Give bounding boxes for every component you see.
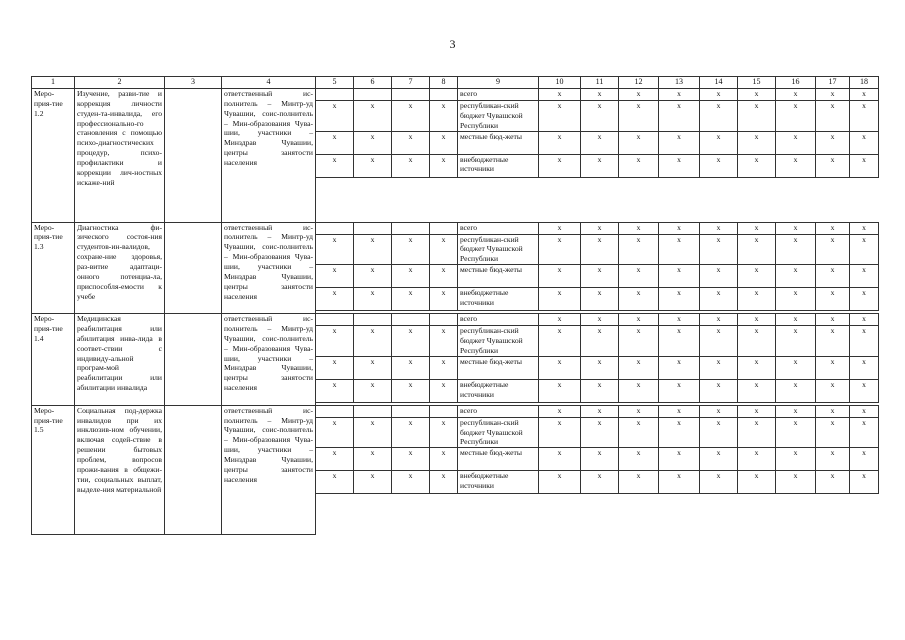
mark-cell: x	[776, 326, 816, 357]
mark-cell: x	[776, 417, 816, 448]
mark-cell	[392, 405, 430, 417]
col-header-14: 14	[700, 77, 738, 89]
mark-cell: x	[659, 448, 700, 471]
col-header-12: 12	[619, 77, 659, 89]
mark-cell: x	[581, 222, 619, 234]
mark-cell: x	[581, 356, 619, 379]
mark-cell: x	[816, 288, 850, 311]
fund-source: республикан-ский бюджет Чувашской Республики	[458, 234, 539, 265]
mark-cell: x	[738, 326, 776, 357]
fund-source: местные бюд-жеты	[458, 448, 539, 471]
mark-cell: x	[816, 101, 850, 132]
col-header-9: 9	[458, 77, 539, 89]
mark-cell: x	[581, 89, 619, 101]
mark-cell: x	[738, 314, 776, 326]
mark-cell	[354, 222, 392, 234]
mark-cell: x	[430, 131, 458, 154]
col-header-18: 18	[850, 77, 879, 89]
mark-cell: x	[816, 89, 850, 101]
mark-cell: x	[619, 417, 659, 448]
mark-cell: x	[619, 222, 659, 234]
mark-cell: x	[354, 101, 392, 132]
col-header-11: 11	[581, 77, 619, 89]
mark-cell	[392, 222, 430, 234]
mark-cell: x	[738, 356, 776, 379]
col-header-2: 2	[75, 77, 165, 89]
mark-cell: x	[776, 222, 816, 234]
mark-cell: x	[539, 326, 581, 357]
mark-cell: x	[659, 314, 700, 326]
mark-cell: x	[816, 265, 850, 288]
mark-cell	[316, 314, 354, 326]
mark-cell: x	[738, 101, 776, 132]
mark-cell: x	[659, 405, 700, 417]
empty-cell	[165, 222, 222, 314]
page-number: 3	[449, 37, 456, 51]
mark-cell: x	[430, 379, 458, 402]
mark-cell: x	[581, 379, 619, 402]
col-header-17: 17	[816, 77, 850, 89]
fund-source: внебюджетные источники	[458, 154, 539, 177]
mark-cell: x	[539, 131, 581, 154]
mark-cell: x	[659, 154, 700, 177]
activity-description: Социальная под-держка инвалидов при их инклюзив-ном обучении, включая содей-ствие в решении бытовых проблем, вопросов прожи-вания в общежи-тии, социальных выплат, выделе-ния материальной	[75, 405, 165, 534]
mark-cell: x	[539, 154, 581, 177]
spacer-cell	[316, 177, 879, 222]
mark-cell: x	[738, 234, 776, 265]
mark-cell: x	[392, 471, 430, 494]
mark-cell: x	[316, 471, 354, 494]
mark-cell: x	[816, 326, 850, 357]
fund-source: местные бюд-жеты	[458, 356, 539, 379]
mark-cell: x	[700, 471, 738, 494]
activity-description: Изучение, разви-тие и коррекция личности студен-та-инвалида, его профессионально-го становления с помощью психо-диагностических процедур, психо-профилактики и коррекции лич-ностных искаже-ний	[75, 89, 165, 223]
col-header-1: 1	[32, 77, 75, 89]
col-header-3: 3	[165, 77, 222, 89]
mark-cell: x	[738, 222, 776, 234]
mark-cell: x	[700, 154, 738, 177]
col-header-5: 5	[316, 77, 354, 89]
mark-cell: x	[816, 448, 850, 471]
mark-cell: x	[850, 314, 879, 326]
mark-cell: x	[850, 288, 879, 311]
mark-cell: x	[539, 448, 581, 471]
mark-cell: x	[316, 417, 354, 448]
col-header-10: 10	[539, 77, 581, 89]
mark-cell: x	[659, 131, 700, 154]
mark-cell: x	[700, 131, 738, 154]
executor-cell: ответственный ис-полнитель – Минтр-уд Чувашии, соис-полнитель – Мин-образования Чува-шии, участники – Минздрав Чувашии, центры занятости населения	[222, 222, 316, 314]
table-row	[32, 222, 879, 234]
mark-cell: x	[738, 448, 776, 471]
mark-cell: x	[850, 405, 879, 417]
mark-cell: x	[392, 356, 430, 379]
mark-cell: x	[738, 405, 776, 417]
mark-cell: x	[619, 89, 659, 101]
mark-cell: x	[581, 417, 619, 448]
mark-cell: x	[850, 234, 879, 265]
mark-cell: x	[700, 326, 738, 357]
fund-source: республикан-ский бюджет Чувашской Республики	[458, 101, 539, 132]
mark-cell: x	[430, 101, 458, 132]
mark-cell: x	[850, 471, 879, 494]
mark-cell: x	[816, 234, 850, 265]
mark-cell: x	[581, 288, 619, 311]
mark-cell: x	[850, 131, 879, 154]
mark-cell: x	[816, 405, 850, 417]
mark-cell: x	[738, 89, 776, 101]
mark-cell: x	[816, 131, 850, 154]
mark-cell: x	[816, 471, 850, 494]
mark-cell: x	[738, 154, 776, 177]
mark-cell	[430, 89, 458, 101]
mark-cell: x	[581, 326, 619, 357]
col-header-16: 16	[776, 77, 816, 89]
mark-cell: x	[581, 234, 619, 265]
col-header-4: 4	[222, 77, 316, 89]
mark-cell: x	[316, 101, 354, 132]
spacer-cell	[316, 494, 879, 535]
mark-cell: x	[700, 448, 738, 471]
mark-cell: x	[776, 89, 816, 101]
mark-cell: x	[430, 417, 458, 448]
mark-cell: x	[850, 356, 879, 379]
mark-cell	[430, 222, 458, 234]
mark-cell: x	[539, 265, 581, 288]
executor-cell: ответственный ис-полнитель – Минтр-уд Чувашии, соис-полнитель – Мин-образования Чува-шии, участники – Минздрав Чувашии, центры занятости населения	[222, 314, 316, 406]
mark-cell: x	[581, 101, 619, 132]
mark-cell: x	[659, 101, 700, 132]
mark-cell: x	[776, 101, 816, 132]
mark-cell: x	[700, 101, 738, 132]
table-row	[32, 314, 879, 326]
mark-cell: x	[700, 379, 738, 402]
activity-id: Меро-прия-тие 1.2	[32, 89, 75, 223]
mark-cell: x	[392, 101, 430, 132]
mark-cell: x	[430, 234, 458, 265]
mark-cell: x	[850, 222, 879, 234]
mark-cell: x	[354, 154, 392, 177]
header-row	[32, 77, 879, 89]
mark-cell: x	[539, 234, 581, 265]
mark-cell: x	[659, 288, 700, 311]
mark-cell: x	[738, 471, 776, 494]
mark-cell: x	[619, 326, 659, 357]
fund-source: местные бюд-жеты	[458, 265, 539, 288]
mark-cell: x	[392, 131, 430, 154]
mark-cell: x	[700, 265, 738, 288]
mark-cell: x	[354, 471, 392, 494]
executor-cell: ответственный ис-полнитель – Минтр-уд Чувашии, соис-полнитель – Мин-образования Чува-шии, участники – Минздрав Чувашии, центры занятости населения	[222, 89, 316, 223]
mark-cell: x	[316, 448, 354, 471]
mark-cell: x	[539, 379, 581, 402]
mark-cell: x	[659, 222, 700, 234]
mark-cell: x	[316, 154, 354, 177]
mark-cell: x	[354, 326, 392, 357]
mark-cell: x	[430, 154, 458, 177]
mark-cell: x	[316, 356, 354, 379]
mark-cell: x	[738, 379, 776, 402]
fund-source: республикан-ский бюджет Чувашской Республики	[458, 326, 539, 357]
mark-cell: x	[539, 471, 581, 494]
mark-cell: x	[659, 265, 700, 288]
mark-cell: x	[581, 265, 619, 288]
mark-cell: x	[816, 379, 850, 402]
mark-cell	[430, 314, 458, 326]
mark-cell: x	[392, 234, 430, 265]
mark-cell: x	[430, 356, 458, 379]
mark-cell: x	[581, 131, 619, 154]
mark-cell: x	[354, 288, 392, 311]
mark-cell: x	[700, 288, 738, 311]
mark-cell: x	[619, 405, 659, 417]
activity-id: Меро-прия-тие 1.4	[32, 314, 75, 406]
mark-cell: x	[392, 288, 430, 311]
mark-cell: x	[430, 288, 458, 311]
mark-cell: x	[659, 326, 700, 357]
mark-cell: x	[619, 154, 659, 177]
mark-cell: x	[700, 417, 738, 448]
mark-cell: x	[539, 89, 581, 101]
activity-description: Медицинская реабилитация или абилитация инва-лида в соответ-ствии с индивиду-альной програм-мой реабилитации или абилитации инвалида	[75, 314, 165, 406]
mark-cell: x	[659, 471, 700, 494]
mark-cell: x	[392, 265, 430, 288]
mark-cell: x	[619, 265, 659, 288]
mark-cell: x	[816, 417, 850, 448]
col-header-15: 15	[738, 77, 776, 89]
mark-cell	[354, 405, 392, 417]
mark-cell: x	[354, 356, 392, 379]
mark-cell: x	[619, 448, 659, 471]
empty-cell	[165, 89, 222, 223]
mark-cell: x	[850, 265, 879, 288]
mark-cell: x	[539, 405, 581, 417]
mark-cell: x	[619, 379, 659, 402]
mark-cell: x	[539, 288, 581, 311]
mark-cell: x	[392, 326, 430, 357]
mark-cell: x	[539, 101, 581, 132]
mark-cell: x	[619, 288, 659, 311]
fund-source: всего	[458, 314, 539, 326]
mark-cell: x	[316, 379, 354, 402]
mark-cell	[392, 89, 430, 101]
mark-cell: x	[700, 234, 738, 265]
mark-cell: x	[776, 131, 816, 154]
mark-cell: x	[619, 471, 659, 494]
mark-cell: x	[659, 379, 700, 402]
mark-cell: x	[776, 288, 816, 311]
mark-cell: x	[581, 154, 619, 177]
mark-cell: x	[700, 89, 738, 101]
mark-cell: x	[430, 448, 458, 471]
col-header-6: 6	[354, 77, 392, 89]
mark-cell: x	[776, 356, 816, 379]
fund-source: внебюджетные источники	[458, 288, 539, 311]
mark-cell: x	[850, 101, 879, 132]
executor-cell: ответственный ис-полнитель – Минтр-уд Чувашии, соис-полнитель – Мин-образования Чува-шии, участники – Минздрав Чувашии, центры занятости населения	[222, 405, 316, 534]
mark-cell: x	[850, 417, 879, 448]
mark-cell: x	[539, 222, 581, 234]
mark-cell: x	[816, 154, 850, 177]
fund-source: внебюджетные источники	[458, 379, 539, 402]
activity-description: Диагностика фи-зического состоя-ния студентов-ин-валидов, сохране-ние здоровья, раз-витие адаптаци-онного потенциа-ла, приспособля-емости к учебе	[75, 222, 165, 314]
mark-cell: x	[539, 314, 581, 326]
mark-cell: x	[354, 417, 392, 448]
mark-cell	[316, 405, 354, 417]
mark-cell: x	[850, 448, 879, 471]
activity-id: Меро-прия-тие 1.5	[32, 405, 75, 534]
mark-cell: x	[738, 131, 776, 154]
mark-cell: x	[354, 265, 392, 288]
mark-cell: x	[776, 234, 816, 265]
mark-cell: x	[850, 89, 879, 101]
mark-cell: x	[392, 448, 430, 471]
fund-source: всего	[458, 405, 539, 417]
mark-cell: x	[581, 471, 619, 494]
mark-cell: x	[316, 234, 354, 265]
mark-cell: x	[354, 379, 392, 402]
fund-source: республикан-ский бюджет Чувашской Республики	[458, 417, 539, 448]
empty-cell	[165, 405, 222, 534]
fund-source: всего	[458, 222, 539, 234]
mark-cell: x	[619, 314, 659, 326]
mark-cell	[430, 405, 458, 417]
mark-cell	[392, 314, 430, 326]
fund-source: внебюджетные источники	[458, 471, 539, 494]
mark-cell	[316, 89, 354, 101]
mark-cell: x	[700, 222, 738, 234]
mark-cell: x	[430, 471, 458, 494]
mark-cell: x	[392, 154, 430, 177]
mark-cell: x	[816, 222, 850, 234]
mark-cell: x	[776, 314, 816, 326]
table-row	[32, 89, 879, 101]
mark-cell: x	[316, 326, 354, 357]
col-header-7: 7	[392, 77, 430, 89]
mark-cell	[316, 222, 354, 234]
mark-cell: x	[850, 326, 879, 357]
mark-cell: x	[430, 265, 458, 288]
mark-cell: x	[738, 417, 776, 448]
mark-cell: x	[619, 356, 659, 379]
mark-cell: x	[776, 448, 816, 471]
activity-id: Меро-прия-тие 1.3	[32, 222, 75, 314]
mark-cell: x	[539, 417, 581, 448]
mark-cell: x	[776, 471, 816, 494]
col-header-8: 8	[430, 77, 458, 89]
fund-source: местные бюд-жеты	[458, 131, 539, 154]
mark-cell	[354, 89, 392, 101]
mark-cell: x	[700, 356, 738, 379]
mark-cell: x	[738, 265, 776, 288]
mark-cell: x	[316, 131, 354, 154]
mark-cell: x	[392, 379, 430, 402]
mark-cell: x	[581, 448, 619, 471]
mark-cell: x	[738, 288, 776, 311]
empty-cell	[165, 314, 222, 406]
mark-cell: x	[776, 379, 816, 402]
mark-cell: x	[354, 234, 392, 265]
mark-cell: x	[659, 356, 700, 379]
mark-cell: x	[816, 314, 850, 326]
mark-cell: x	[354, 131, 392, 154]
mark-cell: x	[430, 326, 458, 357]
fund-source: всего	[458, 89, 539, 101]
mark-cell: x	[581, 314, 619, 326]
mark-cell: x	[539, 356, 581, 379]
mark-cell: x	[850, 379, 879, 402]
mark-cell: x	[619, 234, 659, 265]
table-row	[32, 405, 879, 417]
mark-cell: x	[354, 448, 392, 471]
mark-cell: x	[316, 265, 354, 288]
mark-cell: x	[619, 101, 659, 132]
mark-cell: x	[659, 417, 700, 448]
mark-cell: x	[659, 234, 700, 265]
mark-cell	[354, 314, 392, 326]
program-table	[31, 76, 879, 535]
mark-cell: x	[392, 417, 430, 448]
mark-cell: x	[700, 405, 738, 417]
mark-cell: x	[776, 154, 816, 177]
mark-cell: x	[700, 314, 738, 326]
mark-cell: x	[619, 131, 659, 154]
mark-cell: x	[776, 405, 816, 417]
mark-cell: x	[776, 265, 816, 288]
mark-cell: x	[816, 356, 850, 379]
mark-cell: x	[316, 288, 354, 311]
col-header-13: 13	[659, 77, 700, 89]
mark-cell: x	[581, 405, 619, 417]
mark-cell: x	[659, 89, 700, 101]
mark-cell: x	[850, 154, 879, 177]
